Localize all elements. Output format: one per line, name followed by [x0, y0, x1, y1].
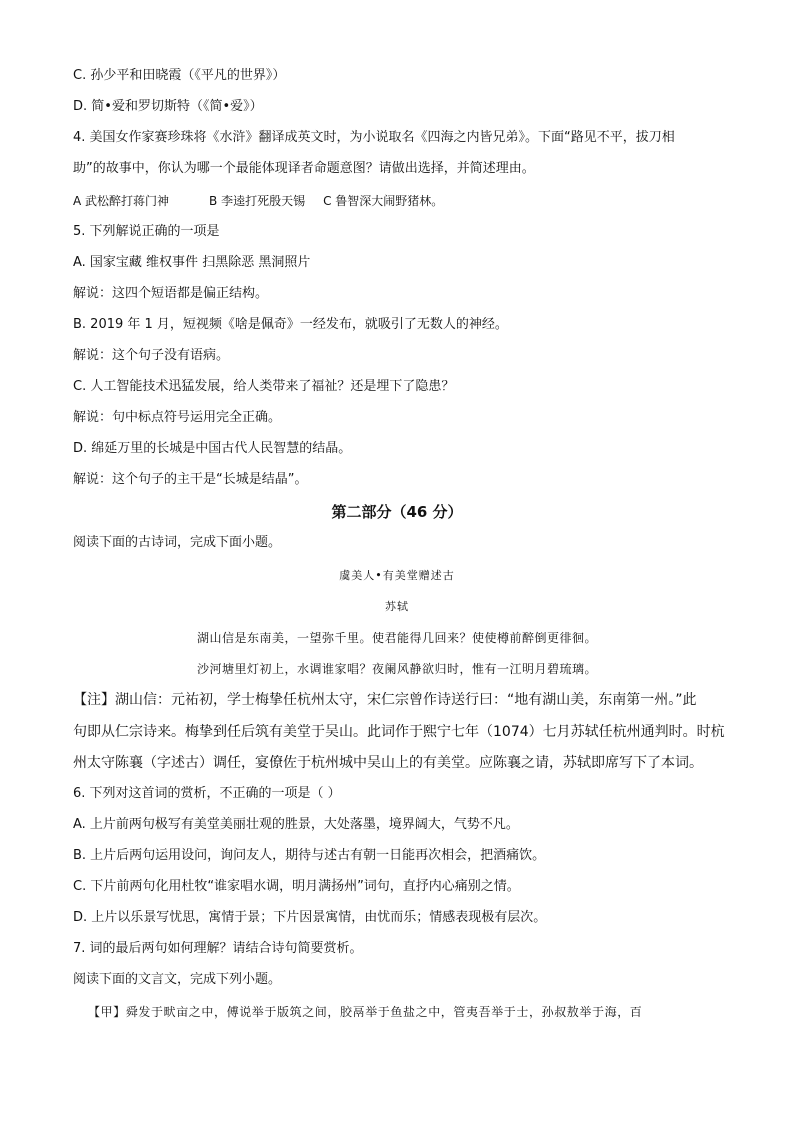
q5-explain-c: 解说：句中标点符号运用完全正确。 — [73, 410, 282, 425]
q4-choices — [73, 191, 733, 211]
note-line-2: 句即从仁宗诗来。梅挚到任后筑有美堂于吴山。此词作于熙宁七年（1074）七月苏轼任杭州通判时。时杭 — [73, 724, 725, 740]
q4-stem-line-1: 4. 美国女作家赛珍珠将《水浒》翻译成英文时，为小说取名《四海之内皆兄弟》。下面“路见不平，拔刀相 — [73, 130, 675, 145]
q5-option-a: A. 国家宝藏 维权事件 扫黑除恶 黑洞照片 — [73, 255, 311, 270]
q6-option-d: D. 上片以乐景写忧思，寓情于景；下片因景寓情，由忧而乐；情感表现极有层次。 — [73, 910, 547, 925]
part2-instruction: 阅读下面的古诗词，完成下面小题。 — [73, 535, 282, 550]
q5-option-c: C. 人工智能技术迅猛发展，给人类带来了福祉？还是埋下了隐患？ — [73, 379, 455, 394]
note-line-1: 【注】湖山信：元祐初，学士梅挚任杭州太守，宋仁宗曾作诗送行曰：“地有湖山美，东南第一州。”此 — [73, 692, 697, 708]
q5-explain-b: 解说：这个句子没有语病。 — [73, 348, 230, 363]
q7-stem: 7. 词的最后两句如何理解？请结合诗句简要赏析。 — [73, 941, 363, 956]
poem-line-1: 湖山信是东南美，一望弥千里。使君能得几回来？使使樽前醉倒更徘徊。 — [196, 631, 597, 645]
q5-explain-d: 解说：这个句子的主干是“长城是结晶”。 — [73, 472, 308, 487]
q4-choice-c: C 鲁智深大闹野猪林。 — [323, 194, 444, 208]
q5-stem: 5. 下列解说正确的一项是 — [73, 224, 220, 239]
note-line-3: 州太守陈襄（字述古）调任，宴僚佐于杭州城中吴山上的有美堂。应陈襄之请，苏轼即席写下了本词。 — [73, 755, 703, 771]
part2-heading: 第二部分（46 分） — [331, 503, 463, 521]
q5-option-d: D. 绵延万里的长城是中国古代人民智慧的结晶。 — [73, 441, 352, 456]
classical-instruction: 阅读下面的文言文，完成下列小题。 — [73, 972, 282, 987]
q3-option-d: D. 简•爱和罗切斯特（《简•爱》） — [73, 99, 263, 114]
q4-choice-a: A 武松醉打蒋门神 — [73, 194, 170, 208]
q4-choice-b: B 李逵打死殷天锡 — [209, 194, 306, 208]
q5-explain-a: 解说：这四个短语都是偏正结构。 — [73, 286, 269, 301]
poem-title: 虞美人•有美堂赠述古 — [339, 569, 455, 582]
poem-line-2: 沙河塘里灯初上，水调谁家唱？夜阑风静欲归时，惟有一江明月碧琉璃。 — [196, 662, 597, 676]
q3-option-c: C. 孙少平和田晓霞（《平凡的世界》） — [73, 68, 286, 83]
q6-option-a: A. 上片前两句极写有美堂美丽壮观的胜景，大处落墨，境界阔大，气势不凡。 — [73, 817, 519, 832]
q5-option-b: B. 2019 年 1 月，短视频《啥是佩奇》一经发布，就吸引了无数人的神经。 — [73, 317, 508, 332]
q6-stem: 6. 下列对这首词的赏析，不正确的一项是（ ） — [73, 786, 341, 801]
q4-stem-line-2: 助”的故事中，你认为哪一个最能体现译者命题意图？请做出选择，并简述理由。 — [73, 161, 535, 176]
poem-author: 苏轼 — [385, 600, 409, 613]
q6-option-c: C. 下片前两句化用杜牧“谁家唱水调，明月满扬州”词句，直抒内心痛别之情。 — [73, 879, 520, 894]
classical-passage-line-1: 【甲】舜发于畎亩之中，傅说举于版筑之间，胶鬲举于鱼盐之中，管夷吾举于士，孙叔敖举于海，百 — [88, 1005, 643, 1019]
q6-option-b: B. 上片后两句运用设问，询问友人，期待与述古有朝一日能再次相会，把酒痛饮。 — [73, 848, 546, 863]
